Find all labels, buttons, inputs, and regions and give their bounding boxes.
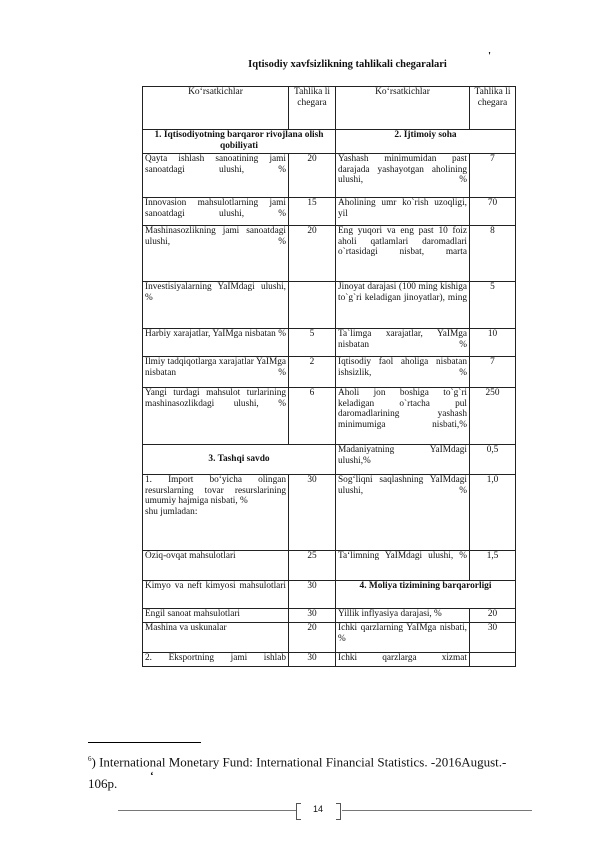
- section-title-2: 2. Ijtimoiy soha: [336, 130, 516, 154]
- indicator-cell: Eng yuqori va eng past 10 foiz aholi qatlamlari daromadlari o`rtasidagi nisbat, marta: [336, 226, 470, 282]
- table-row: [143, 623, 516, 653]
- indicator-cell: Yillik inflyasiya darajasi, %: [336, 609, 470, 623]
- table-title: Iqtisodiy xavfsizlikning tahlikali chegaralari: [248, 59, 447, 70]
- indicator-cell: Jinoyat darajasi (100 ming kishiga to`g`ri keladigan jinoyatlar), ming: [336, 282, 470, 329]
- indicator-cell: Mashinasozlikning jami sanoatdagi ulushi, %: [143, 226, 289, 282]
- table-row: [143, 226, 516, 282]
- threshold-cell: [470, 653, 516, 667]
- indicator-cell: Aholining umr ko`rish uzoqligi, yil: [336, 198, 470, 226]
- table-row: [143, 357, 516, 388]
- threshold-cell: 8: [470, 226, 516, 282]
- threshold-cell: 30: [470, 623, 516, 653]
- table-row: [143, 551, 516, 581]
- table-row: [143, 198, 516, 226]
- threshold-cell: 30: [289, 609, 336, 623]
- header-threshold-right: Tahlika li chegara: [470, 87, 516, 130]
- indicator-cell: Investisiyalarning YaIMdagi ulushi, %: [143, 282, 289, 329]
- table-row: [143, 154, 516, 198]
- footnote-text: ) International Monetary Fund: International Financial Statistics. -2016August.- 106p.: [88, 754, 507, 792]
- page-rule-right: [342, 810, 532, 811]
- indicator-cell: Kimyo va neft kimyosi mahsulotlari: [143, 581, 289, 609]
- indicator-cell: Yashash minimumidan past darajada yashayotgan aholining ulushi, %: [336, 154, 470, 198]
- table-row: [143, 653, 516, 667]
- header-indicators-left: Ko‘rsatkichlar: [143, 87, 289, 130]
- table-row: [143, 475, 516, 551]
- indicator-cell: Ta`limga xarajatlar, YaIMga nisbatan %: [336, 329, 470, 357]
- threshold-cell: 15: [289, 198, 336, 226]
- header-indicators-right: Ko‘rsatkichlar: [336, 87, 470, 130]
- header-threshold-left: Tahlika li chegara: [289, 87, 336, 130]
- table-row: [143, 581, 516, 609]
- threshold-cell: 1,5: [470, 551, 516, 581]
- threshold-cell: 0,5: [470, 445, 516, 475]
- threshold-cell: 5: [470, 282, 516, 329]
- threshold-cell: 20: [289, 226, 336, 282]
- threshold-cell: 6: [289, 388, 336, 445]
- table-row: [143, 282, 516, 329]
- threshold-cell: 30: [289, 653, 336, 667]
- indicator-cell: Sog‘liqni saqlashning YaIMdagi ulushi, %: [336, 475, 470, 551]
- indicator-cell: Harbiy xarajatlar, YaIMga nisbatan %: [143, 329, 289, 357]
- threshold-cell: 2: [289, 357, 336, 388]
- indicator-cell: Engil sanoat mahsulotlari: [143, 609, 289, 623]
- indicator-cell: Oziq-ovqat mahsulotlari: [143, 551, 289, 581]
- threshold-cell: 20: [289, 154, 336, 198]
- threshold-cell: 30: [289, 581, 336, 609]
- stray-mark-top: ': [488, 50, 492, 62]
- threshold-cell: 7: [470, 154, 516, 198]
- threshold-cell: 1,0: [470, 475, 516, 551]
- footnote-divider: [88, 742, 201, 743]
- threshold-cell: 70: [470, 198, 516, 226]
- indicator-cell: Ilmiy tadqiqotlarga xarajatlar YaIMga nisbatan %: [143, 357, 289, 388]
- table-row: [143, 388, 516, 445]
- page-number-bar: [0, 802, 595, 822]
- indicator-cell: 2. Eksportning jami ishlab: [143, 653, 289, 667]
- stray-mark-bottom: ‘: [150, 770, 154, 782]
- footnote-marker: 6: [88, 755, 92, 763]
- bracket-right: [336, 803, 341, 820]
- threshold-cell: 250: [470, 388, 516, 445]
- indicator-cell: Qayta ishlash sanoatining jami sanoatdagi ulushi, %: [143, 154, 289, 198]
- threshold-cell: 30: [289, 475, 336, 551]
- section-title-3: 3. Tashqi savdo: [143, 445, 336, 475]
- header-row: [143, 87, 516, 130]
- subtotal-label: shu jumladan:: [145, 506, 198, 517]
- page-rule-left: [118, 810, 296, 811]
- indicator-cell: Ichki qarzlarga xizmat: [336, 653, 470, 667]
- threshold-cell: 10: [470, 329, 516, 357]
- threshold-table: [142, 86, 516, 667]
- footnote: [88, 748, 528, 795]
- indicator-cell: Madaniyatning YaIMdagi ulushi,%: [336, 445, 470, 475]
- indicator-cell: Mashina va uskunalar: [143, 623, 289, 653]
- threshold-cell: 5: [289, 329, 336, 357]
- indicator-text: 1. Import bo‘yicha olingan resurslarning tovar resurslarining umumiy hajmiga nisbati, %: [145, 475, 286, 507]
- threshold-cell: 7: [470, 357, 516, 388]
- page-number: 14: [312, 804, 323, 814]
- threshold-cell: [289, 282, 336, 329]
- indicator-cell: Ta‘limning YaIMdagi ulushi, %: [336, 551, 470, 581]
- section-title-1: 1. Iqtisodiyotning barqaror rivojlana olish qobiliyati: [143, 130, 336, 154]
- indicator-cell: [143, 475, 289, 551]
- threshold-cell: 20: [470, 609, 516, 623]
- table-row: [143, 445, 516, 475]
- section-title-4: 4. Moliya tizimining barqarorligi: [336, 581, 516, 609]
- threshold-cell: 20: [289, 623, 336, 653]
- table-row: [143, 609, 516, 623]
- indicator-cell: Iqtisodiy faol aholiga nisbatan ishsizlik, %: [336, 357, 470, 388]
- indicator-cell: Aholi jon boshiga to`g`ri keladigan o`rtacha pul daromadlarining yashash minimumiga nisbati,%: [336, 388, 470, 445]
- indicator-cell: Ichki qarzlarning YaIMga nisbati, %: [336, 623, 470, 653]
- table-row: [143, 329, 516, 357]
- indicator-cell: Yangi turdagi mahsulot turlarining mashinasozlikdagi ulushi, %: [143, 388, 289, 445]
- section-row: [143, 130, 516, 154]
- threshold-cell: 25: [289, 551, 336, 581]
- indicator-cell: Innovasion mahsulotlarning jami sanoatdagi ulushi, %: [143, 198, 289, 226]
